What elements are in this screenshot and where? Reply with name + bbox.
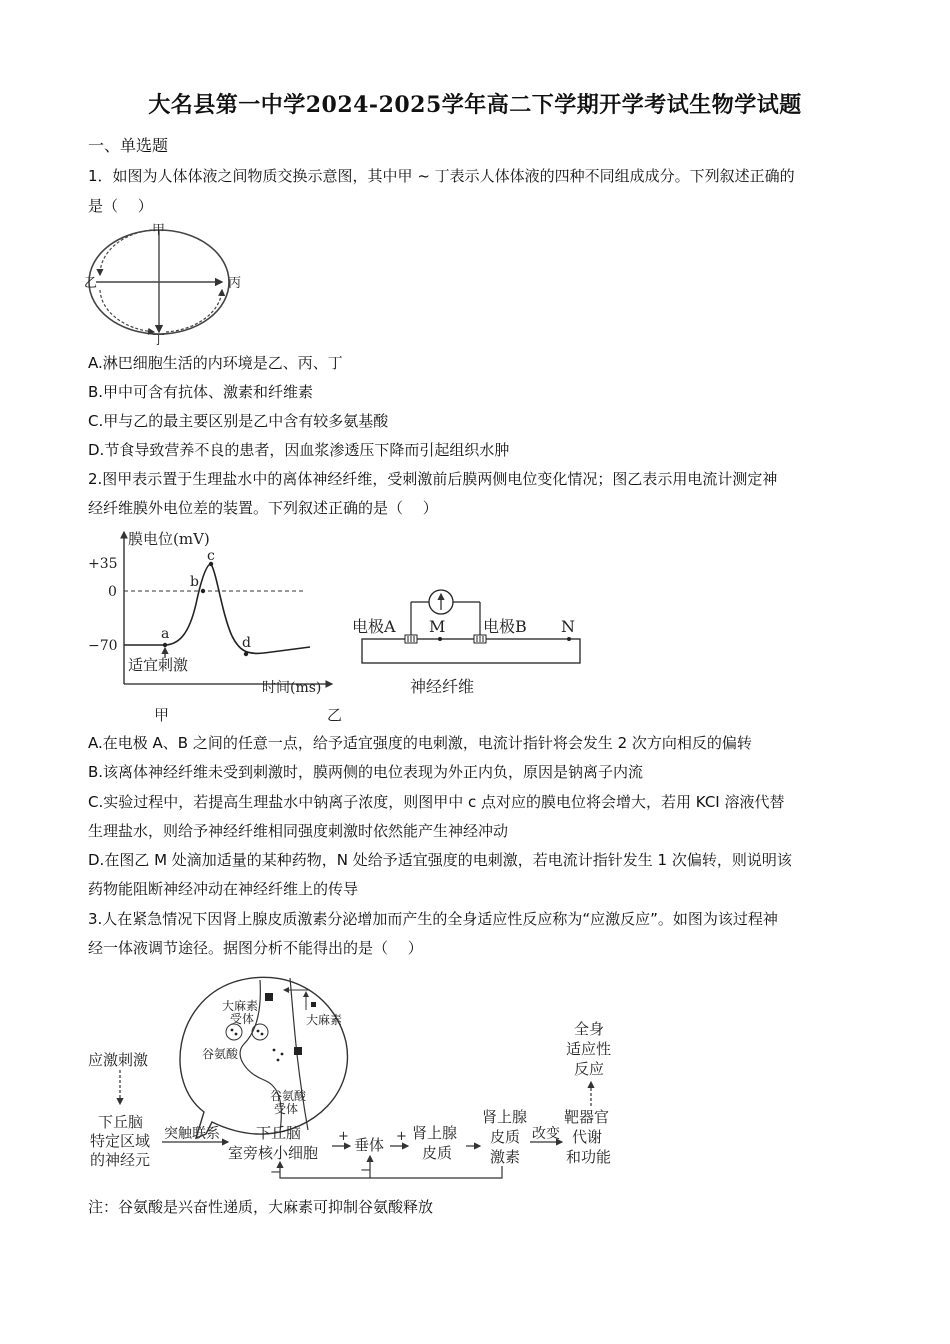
hormone-label-3: 激素 [490, 1148, 521, 1166]
q2-stem-line2: 经纤维膜外电位差的装置。下列叙述正确的是（ ） [88, 499, 438, 517]
point-n-label: N [561, 617, 575, 636]
glutamate-receptor-label-2: 受体 [274, 1102, 299, 1116]
point-m-label: M [429, 617, 446, 636]
q2-option-d-line1: D.在图乙 M 处滴加适量的某种药物，N 处给予适宜强度的电刺激，若电流计指针发生 1 次偏转，则说明该 [88, 851, 792, 869]
hormone-label-1: 肾上腺 [482, 1108, 528, 1126]
label-ding: 丁 [152, 333, 166, 348]
systemic-label-2: 适应性 [566, 1040, 612, 1058]
nerve-fiber-body [362, 639, 580, 663]
q1-option-d: D.节食导致营养不良的患者，因血浆渗透压下降而引起组织水肿 [88, 441, 510, 459]
target-label-1: 靶器官 [564, 1108, 610, 1126]
q3-stem-line1: 3.人在紧急情况下因肾上腺皮质激素分泌增加而产生的全身适应性反应称为“应激反应”。如图为该过程神 [88, 910, 778, 928]
cannabinoid-receptor-label-1: 大麻素 [222, 999, 259, 1013]
plus-2: + [396, 1129, 407, 1144]
figure-yi-caption: 乙 [327, 706, 343, 724]
pituitary-label: 垂体 [354, 1136, 385, 1154]
q1-stem-line2: 是（ ） [88, 197, 153, 215]
q3-note: 注：谷氨酸是兴奋性递质，大麻素可抑制谷氨酸释放 [88, 1198, 434, 1216]
electrode-a-label: 电极A [352, 617, 396, 636]
q2-option-d-line2: 药物能阻断神经冲动在神经纤维上的传导 [88, 880, 359, 898]
label-yi: 乙 [84, 276, 98, 291]
cannabinoid-receptor-label-2: 受体 [230, 1012, 255, 1026]
adrenal-label-2: 皮质 [422, 1144, 453, 1162]
nerve-fiber-label: 神经纤维 [410, 677, 475, 696]
point-c: c [207, 548, 215, 564]
exam-title: 大名县第一中学2024-2025学年高二下学期开学考试生物学试题 [148, 92, 802, 118]
electrode-b-label: 电极B [483, 617, 527, 636]
q2-option-a: A.在电极 A、B 之间的任意一点，给予适宜强度的电刺激，电流计指针将会发生 2 次方向相反的偏转 [88, 734, 752, 752]
q1-option-a: A.淋巴细胞生活的内环境是乙、丙、丁 [88, 354, 343, 372]
point-d: d [242, 635, 251, 651]
q2-option-b: B.该离体神经纤维未受到刺激时，膜两侧的电位表现为外正内负，原因是钠离子内流 [88, 763, 644, 781]
pvn-label-2: 室旁核小细胞 [228, 1144, 319, 1162]
section-heading: 一、单选题 [88, 136, 169, 155]
q1-fluid-exchange-diagram [82, 220, 252, 348]
minus-1: − [270, 1165, 281, 1180]
tick-plus35: +35 [88, 556, 118, 572]
tick-zero: 0 [108, 584, 117, 600]
change-label: 改变 [532, 1126, 560, 1142]
q2-option-c-line2: 生理盐水，则给予神经纤维相同强度刺激时依然能产生神经冲动 [88, 822, 509, 840]
q2-galvanometer-setup [327, 580, 590, 725]
systemic-label-1: 全身 [574, 1020, 605, 1038]
figure-jia-caption: 甲 [154, 706, 170, 724]
glutamate-receptor-label-1: 谷氨酸 [270, 1089, 307, 1103]
hypo-neuron-label-1: 下丘脑 [98, 1113, 144, 1131]
tick-minus70: −70 [88, 638, 118, 654]
target-label-3: 和功能 [566, 1148, 612, 1166]
minus-2: − [360, 1163, 371, 1178]
hypo-neuron-label-3: 的神经元 [90, 1151, 151, 1169]
q3-stem-line2: 经一体液调节途径。据图分析不能得出的是（ ） [88, 939, 423, 957]
hormone-label-2: 皮质 [490, 1128, 521, 1146]
feedback-to-pvn [280, 1162, 502, 1178]
hypo-neuron-label-2: 特定区域 [90, 1132, 151, 1150]
q3-stress-pathway-diagram [84, 962, 644, 1184]
x-axis-label: 时间(ms) [262, 680, 322, 696]
adrenal-label-1: 肾上腺 [412, 1124, 458, 1142]
q1-option-b: B.甲中可含有抗体、激素和纤维素 [88, 383, 314, 401]
q1-option-c: C.甲与乙的最主要区别是乙中含有较多氨基酸 [88, 412, 389, 430]
stimulus-label: 适宜刺激 [128, 656, 189, 674]
pvn-label-1: 下丘脑 [256, 1124, 302, 1142]
label-bing: 丙 [228, 276, 242, 291]
y-axis-label: 膜电位(mV) [128, 530, 210, 548]
glutamate-label: 谷氨酸 [202, 1047, 239, 1061]
action-potential-curve [124, 564, 310, 653]
q2-stem-line1: 2.图甲表示置于生理盐水中的离体神经纤维，受刺激前后膜两侧电位变化情况；图乙表示用电流计测定神 [88, 470, 778, 488]
label-jia: 甲 [152, 223, 166, 238]
synapse-label: 突触联系 [164, 1126, 220, 1142]
target-label-2: 代谢 [572, 1128, 603, 1146]
point-b: b [190, 574, 199, 590]
q1-stem-line1: 1．如图为人体体液之间物质交换示意图，其中甲 ~ 丁表示人体体液的四种不同组成成分。下列叙述正确的 [88, 167, 795, 185]
q2-membrane-potential-graph [84, 524, 344, 724]
systemic-label-3: 反应 [574, 1060, 605, 1078]
cannabinoid-label: 大麻素 [306, 1013, 343, 1027]
plus-1: + [338, 1129, 349, 1144]
point-a: a [161, 626, 170, 642]
stress-stimulus-label: 应激刺激 [88, 1051, 149, 1069]
q2-option-c-line1: C.实验过程中，若提高生理盐水中钠离子浓度，则图甲中 c 点对应的膜电位将会增大，若用 KCI 溶液代替 [88, 793, 785, 811]
